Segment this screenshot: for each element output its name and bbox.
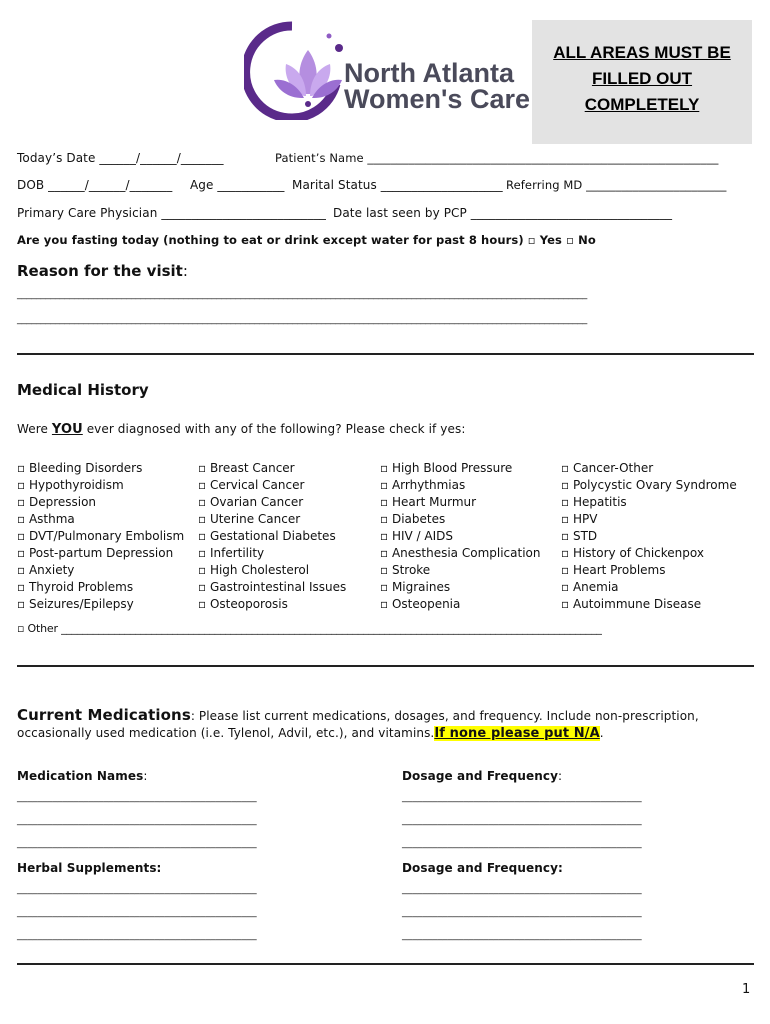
condition-checkbox-item[interactable]: ▫ High Blood Pressure — [380, 461, 513, 475]
herbal-line[interactable]: _______________________________________________ — [17, 907, 257, 918]
reason-colon: : — [182, 262, 188, 280]
reason-title: Reason for the visit — [17, 262, 183, 280]
reason-line-2[interactable]: ________________________________________________________________________________________________________________________ — [17, 314, 587, 325]
condition-checkbox-item[interactable]: ▫ HIV / AIDS — [380, 529, 453, 543]
patient-name-field[interactable]: Patient’s Name ____________________________________________________________ — [275, 151, 719, 165]
medications-intro-line-2 — [17, 726, 604, 741]
condition-checkbox-item[interactable]: ▫ Hepatitis — [561, 495, 627, 509]
dosage-line[interactable]: _______________________________________________ — [402, 792, 642, 803]
condition-checkbox-item[interactable]: ▫ High Cholesterol — [198, 563, 310, 577]
page-number: 1 — [742, 982, 751, 997]
herbal-line[interactable]: _______________________________________________ — [17, 884, 257, 895]
medications-intro-line-1 — [17, 706, 699, 724]
herbal-dosage-label: Dosage and Frequency: — [402, 861, 563, 875]
condition-checkbox-item[interactable]: ▫ Osteoporosis — [198, 597, 288, 611]
notice-line-1: ALL AREAS MUST BE — [553, 43, 731, 62]
history-prompt-post: ever diagnosed with any of the following? Please check if yes: — [82, 422, 466, 436]
condition-checkbox-item[interactable]: ▫ Uterine Cancer — [198, 512, 301, 526]
medication-names-label — [17, 769, 148, 783]
reason-line-1[interactable]: ________________________________________________________________________________________________________________________ — [17, 289, 587, 300]
lotus-logo-icon — [244, 20, 344, 120]
dosage-line[interactable]: _______________________________________________ — [402, 815, 642, 826]
condition-checkbox-item[interactable]: ▫ Arrhythmias — [380, 478, 466, 492]
condition-checkbox-item[interactable]: ▫ Diabetes — [380, 512, 446, 526]
condition-checkbox-item[interactable]: ▫ Hypothyroidism — [17, 478, 124, 492]
medication-names-text: Medication Names — [17, 769, 144, 783]
history-prompt — [17, 422, 465, 437]
marital-status-field[interactable]: Marital Status ____________________ — [292, 178, 503, 192]
condition-checkbox-item[interactable]: ▫ Cervical Cancer — [198, 478, 305, 492]
medical-history-heading: Medical History — [17, 381, 149, 399]
history-prompt-pre: Were — [17, 422, 52, 436]
condition-checkbox-item[interactable]: ▫ Anxiety — [17, 563, 75, 577]
pcp-last-seen-field[interactable]: Date last seen by PCP _________________________________ — [333, 206, 673, 220]
conditions-column-3 — [380, 460, 540, 613]
condition-checkbox-item[interactable]: ▫ DVT/Pulmonary Embolism — [17, 529, 185, 543]
medications-intro-2: occasionally used medication (i.e. Tylenol, Advil, etc.), and vitamins. — [17, 726, 435, 740]
condition-checkbox-item[interactable]: ▫ Anemia — [561, 580, 619, 594]
completion-notice — [532, 20, 752, 144]
dosage-line[interactable]: _______________________________________________ — [402, 838, 642, 849]
medications-intro-1: : Please list current medications, dosages, and frequency. Include non-prescription, — [190, 709, 699, 723]
condition-checkbox-item[interactable]: ▫ Polycystic Ovary Syndrome — [561, 478, 737, 492]
conditions-column-2 — [198, 460, 346, 613]
todays-date-field[interactable]: Today’s Date ______/______/_______ — [17, 151, 224, 165]
herbal-supplements-label: Herbal Supplements: — [17, 861, 162, 875]
dosage-label — [402, 769, 562, 783]
condition-checkbox-item[interactable]: ▫ Bleeding Disorders — [17, 461, 143, 475]
conditions-column-1 — [17, 460, 184, 613]
condition-checkbox-item[interactable]: ▫ Anesthesia Complication — [380, 546, 541, 560]
condition-checkbox-item[interactable]: ▫ Cancer-Other — [561, 461, 654, 475]
history-prompt-you: YOU — [51, 422, 83, 437]
medication-line[interactable]: _______________________________________________ — [17, 838, 257, 849]
condition-checkbox-item[interactable]: ▫ Ovarian Cancer — [198, 495, 304, 509]
herbal-line[interactable]: _______________________________________________ — [17, 930, 257, 941]
practice-logo — [244, 20, 534, 120]
dosage-text: Dosage and Frequency — [402, 769, 558, 783]
condition-checkbox-item[interactable]: ▫ Gestational Diabetes — [198, 529, 336, 543]
notice-line-3: COMPLETELY — [584, 95, 700, 114]
condition-checkbox-item[interactable]: ▫ Heart Murmur — [380, 495, 477, 509]
condition-checkbox-item[interactable]: ▫ Heart Problems — [561, 563, 666, 577]
other-condition-field[interactable]: ▫ Other ______________________________________________________________________________________________________ — [17, 622, 602, 635]
condition-checkbox-item[interactable]: ▫ HPV — [561, 512, 598, 526]
condition-checkbox-item[interactable]: ▫ Breast Cancer — [198, 461, 295, 475]
logo-line-1: North Atlanta — [344, 58, 514, 88]
medication-line[interactable]: _______________________________________________ — [17, 792, 257, 803]
herbal-dosage-line[interactable]: _______________________________________________ — [402, 907, 642, 918]
reason-heading — [17, 262, 188, 280]
herbal-dosage-line[interactable]: _______________________________________________ — [402, 884, 642, 895]
medication-line[interactable]: _______________________________________________ — [17, 815, 257, 826]
condition-checkbox-item[interactable]: ▫ Stroke — [380, 563, 431, 577]
logo-line-2: Women's Care — [344, 84, 530, 114]
age-field[interactable]: Age ___________ — [190, 178, 285, 192]
condition-checkbox-item[interactable]: ▫ Gastrointestinal Issues — [198, 580, 347, 594]
notice-line-2: FILLED OUT — [591, 69, 693, 88]
condition-checkbox-item[interactable]: ▫ Infertility — [198, 546, 265, 560]
section-divider — [17, 353, 754, 355]
conditions-column-4 — [561, 460, 737, 613]
condition-checkbox-item[interactable]: ▫ Thyroid Problems — [17, 580, 134, 594]
condition-checkbox-item[interactable]: ▫ Seizures/Epilepsy — [17, 597, 134, 611]
na-period: . — [599, 726, 604, 740]
dosage-colon: : — [558, 769, 563, 783]
medications-title: Current Medications — [17, 706, 191, 724]
na-instruction: If none please put N/A — [434, 726, 600, 741]
fasting-question[interactable]: Are you fasting today (nothing to eat or drink except water for past 8 hours) ▫ Yes ▫ No — [17, 233, 596, 247]
section-divider — [17, 665, 754, 667]
condition-checkbox-item[interactable]: ▫ Autoimmune Disease — [561, 597, 702, 611]
medication-names-colon: : — [143, 769, 148, 783]
condition-checkbox-item[interactable]: ▫ Asthma — [17, 512, 75, 526]
condition-checkbox-item[interactable]: ▫ Depression — [17, 495, 97, 509]
section-divider — [17, 963, 754, 965]
herbal-dosage-line[interactable]: _______________________________________________ — [402, 930, 642, 941]
condition-checkbox-item[interactable]: ▫ Post-partum Depression — [17, 546, 174, 560]
dob-field[interactable]: DOB ______/______/_______ — [17, 178, 173, 192]
condition-checkbox-item[interactable]: ▫ Migraines — [380, 580, 451, 594]
condition-checkbox-item[interactable]: ▫ STD — [561, 529, 598, 543]
referring-md-field[interactable]: Referring MD ________________________ — [506, 178, 727, 192]
condition-checkbox-item[interactable]: ▫ Osteopenia — [380, 597, 461, 611]
pcp-field[interactable]: Primary Care Physician ___________________________ — [17, 206, 327, 220]
condition-checkbox-item[interactable]: ▫ History of Chickenpox — [561, 546, 704, 560]
